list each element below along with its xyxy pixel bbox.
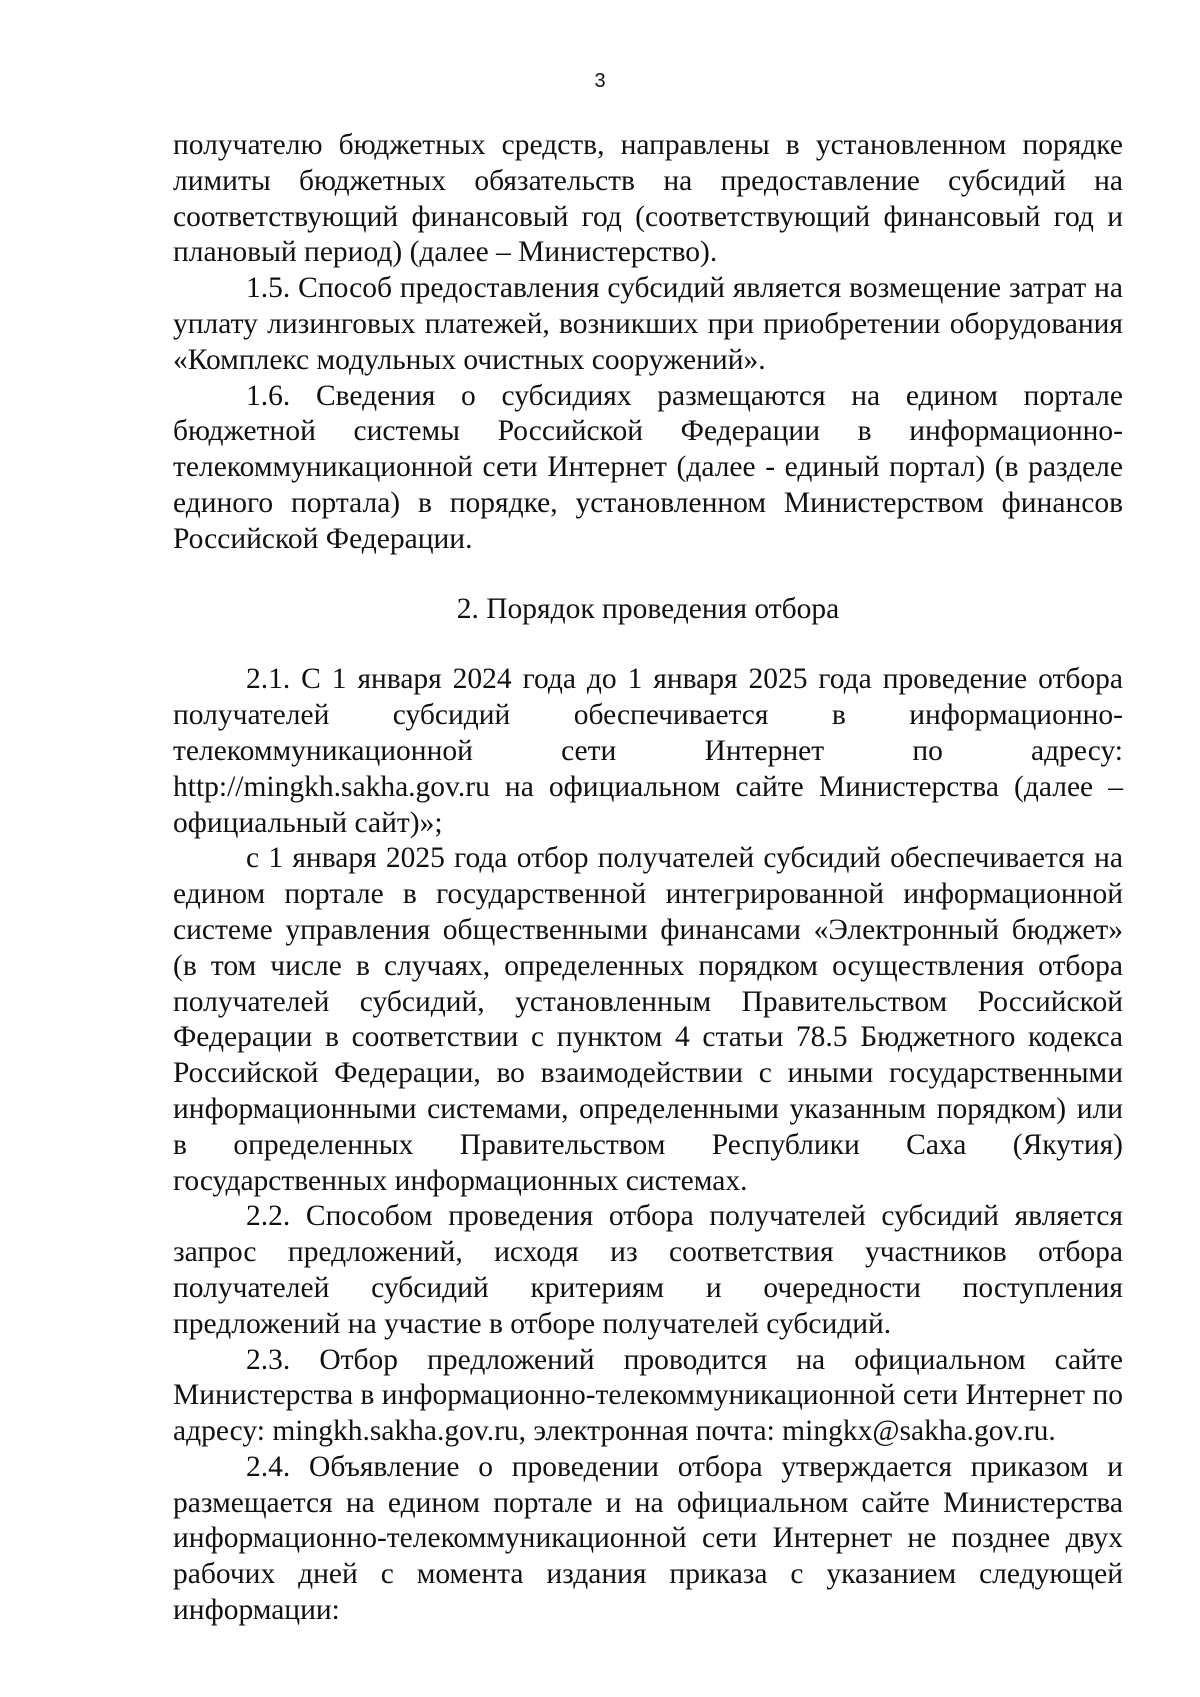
- paragraph-2-2: 2.2. Способом проведения отбора получателей субсидий является запрос предложений, исходя из соответствия участников отбора получателей субсидий критериям и очередности поступления предложений на участие в отборе получателей субсидий.: [173, 1200, 1123, 1340]
- paragraph-1-5: 1.5. Способ предоставления субсидий является возмещение затрат на уплату лизинговых платежей, возникших при приобретении оборудования «Комплекс модульных очистных сооружений».: [173, 272, 1123, 376]
- paragraph-2-1: 2.1. С 1 января 2024 года до 1 января 2025 года проведение отбора получателей субсидий обеспечивается в информационно-телекоммуникационной сети Интернет по адресу: http://mingkh.sakha.gov.ru на официальном сайте Министерства (далее – официальный сайт)»;: [173, 663, 1123, 839]
- page-number: 3: [594, 70, 606, 92]
- paragraph-1-6: 1.6. Сведения о субсидиях размещаются на едином портале бюджетной системы Российской Федерации в информационно-телекоммуникационной сети Интернет (далее - единый портал) (в разделе единого портала) в порядке, установленном Министерством финансов Российской Федерации.: [173, 379, 1123, 555]
- paragraph-2-3: 2.3. Отбор предложений проводится на официальном сайте Министерства в информационно-телекоммуникационной сети Интернет по адресу: mingkh.sakha.gov.ru, электронная почта: mingkx@sakha.gov.ru.: [173, 1343, 1123, 1448]
- section-heading: 2. Порядок проведения отбора: [456, 592, 840, 625]
- paragraph-2-1-continuation: с 1 января 2025 года отбор получателей субсидий обеспечивается на едином портале в государственной интегрированной информационной системе управления общественными финансами «Электронный бюджет» (в том числе в случаях, определенных порядком осуществления отбора получателей субсидий, установленным Правительством Российской Федерации в соответствии с пунктом 4 статьи 78.5 Бюджетного кодекса Российской Федерации, во взаимодействии с иными государственными информационными системами, определенными указанным порядком) или в определенных Правительством Республики Саха (Якутия) государственных информационных системах.: [173, 842, 1123, 1197]
- paragraph-2-4: 2.4. Объявление о проведении отбора утверждается приказом и размещается на едином портале и на официальном сайте Министерства информационно-телекоммуникационной сети Интернет не позднее двух рабочих дней с момента издания приказа с указанием следующей информации:: [173, 1450, 1123, 1627]
- document-body: [173, 128, 1123, 1629]
- paragraph-intro: получателю бюджетных средств, направлены в установленном порядке лимиты бюджетных обязательств на предоставление субсидий на соответствующий финансовый год (соответствующий финансовый год и плановый период) (далее – Министерство).: [173, 129, 1123, 269]
